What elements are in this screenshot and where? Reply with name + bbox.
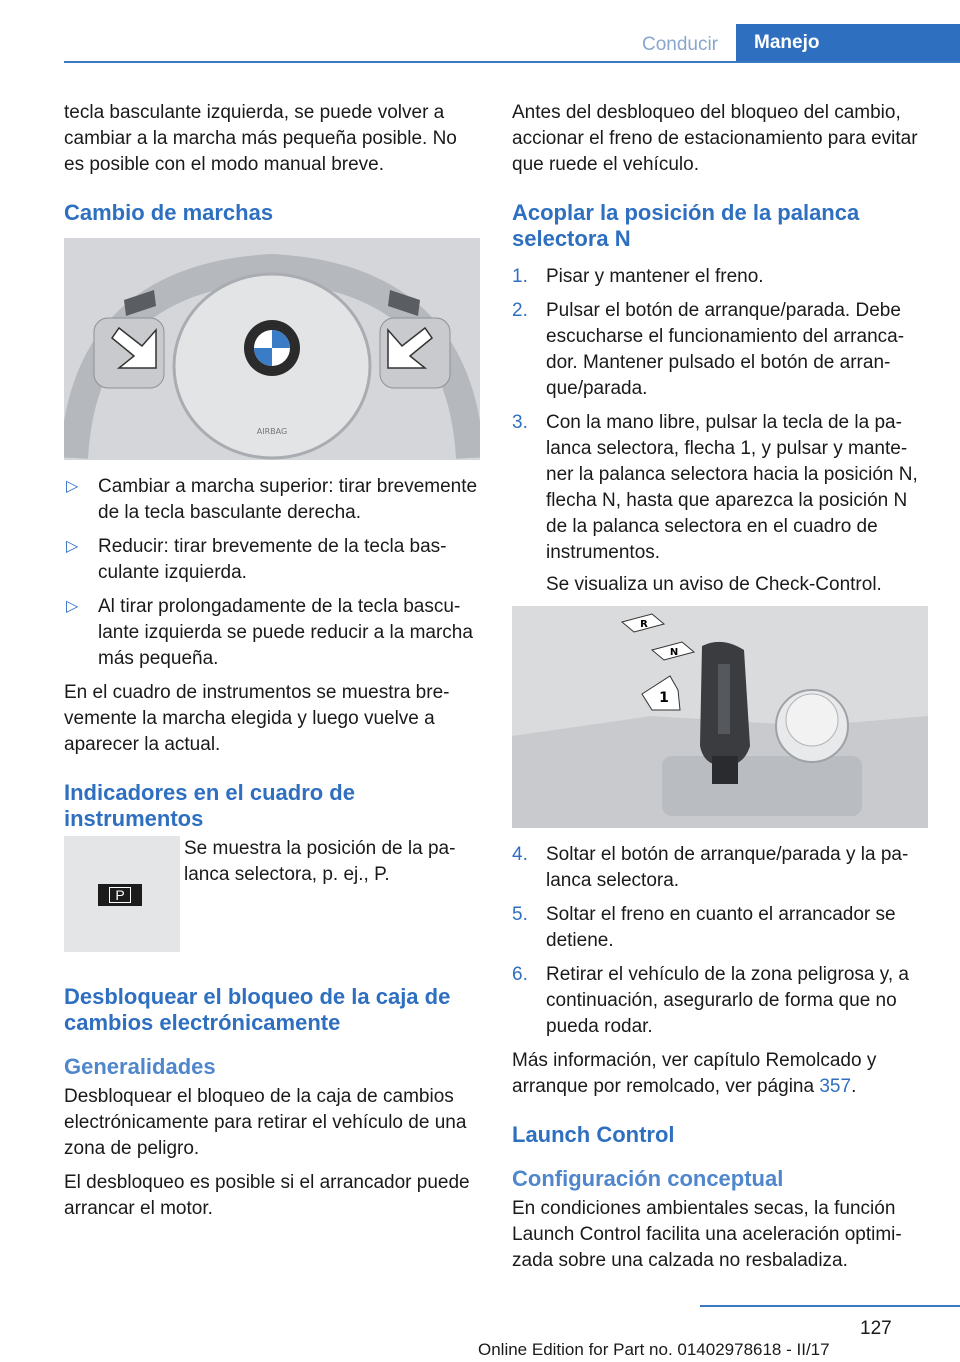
gear-lever-illustration [512,606,928,828]
list-item: ▷ Cambiar a marcha superior: tirar brevemente de la tecla basculante derecha. [66,476,478,523]
after-bullets-paragraph: En el cuadro de instrumentos se muestra brevemente la marcha elegida y luego vuelve a aparecer la actual. [64,682,450,755]
heading-launch-control: Launch Control [512,1122,675,1147]
heading-generalidades: Generalidades [64,1054,216,1079]
right-intro-paragraph: Antes del desbloqueo del bloqueo del cambio, accionar el freno de estacionamiento para evitar que ruede el vehículo. [512,102,918,175]
footer-rule [700,1305,960,1307]
steps-list-b [512,842,928,1040]
arrow-r-label: R [640,619,648,630]
intro-paragraph: tecla basculante izquierda, se puede volver a cambiar a la marcha más pequeña posible. No es posible con el modo manual breve. [64,102,457,175]
edition-footer: Online Edition for Part no. 01402978618 - II/17 [478,1340,830,1359]
indicator-block [64,836,480,956]
arrow-1-label: 1 [659,690,669,706]
left-column [64,100,480,1230]
generalidades-p2: El desbloqueo es posible si el arrancador puede arrancar el motor. [64,1172,470,1219]
steering-wheel-photo [64,238,480,460]
gear-p-indicator-icon: P [98,884,142,906]
bullet-triangle-icon: ▷ [66,478,79,495]
mas-informacion-paragraph: Más información, ver capítulo Remolcado y arranque por remolcado, ver página 357. [512,1050,877,1097]
right-column [512,100,928,1282]
heading-desbloquear: Desbloquear el bloqueo de la caja de cambios electrónicamente [64,984,451,1035]
airbag-label: AIRBAG [256,427,288,436]
header-rule [64,61,960,63]
heading-indicadores: Indicadores en el cuadro de instrumentos [64,780,355,831]
page-header [0,24,960,62]
tab-conducir[interactable]: Conducir [641,34,719,55]
page-reference-link[interactable]: 357 [819,1076,852,1097]
steps-list-a [512,264,928,598]
list-item: ▷ Reducir: tirar brevemente de la tecla basculante izquierda. [66,536,447,583]
indicator-image [64,836,180,952]
heading-cambio-de-marchas: Cambio de marchas [64,200,274,225]
gear-change-bullets [64,474,480,672]
arrow-n-label: N [669,647,679,658]
bullet-triangle-icon: ▷ [66,538,79,555]
list-item: 2. Pulsar el botón de arranque/parada. Debe escucharse el funcionamiento del arrancador. Mantener pulsado el botón de arranque/parada. [512,300,905,399]
steering-wheel-illustration [64,238,480,460]
indicator-text: Se muestra la posición de la palanca selectora, p. ej., P. [184,838,456,885]
heading-acoplar: Acoplar la posición de la palanca selectora N [512,200,860,251]
list-item: 4. Soltar el botón de arranque/parada y la palanca selectora. [512,844,909,891]
list-item: 1. Pisar y mantener el freno. [512,266,764,287]
configuracion-paragraph: En condiciones ambientales secas, la función Launch Control facilita una aceleración optimizada sobre una calzada no resbaladiza. [512,1198,902,1271]
tab-manejo[interactable]: Manejo [736,24,960,62]
page-number: 127 [860,1318,892,1339]
bullet-triangle-icon: ▷ [66,598,79,615]
list-item: ▷ Al tirar prolongadamente de la tecla basculante izquierda se puede reducir a la marcha más pequeña. [66,596,473,669]
gear-lever-photo [512,606,928,828]
list-item: 5. Soltar el freno en cuanto el arrancador se detiene. [512,904,896,951]
list-item: 3. Con la mano libre, pulsar la tecla de la palanca selectora, flecha 1, y pulsar y mantener la palanca selectora hacia la posición N, flecha N, hasta que aparezca la posición N de la palanca selectora en el cuadro de instrumentos. Se visualiza un aviso de Check-Control. [512,412,918,595]
list-item: 6. Retirar el vehículo de la zona peligrosa y, a continuación, asegurarlo de forma que no pueda rodar. [512,964,909,1037]
heading-configuracion: Configuración conceptual [512,1166,784,1191]
generalidades-p1: Desbloquear el bloqueo de la caja de cambios electrónicamente para retirar el vehículo de una zona de peligro. [64,1086,467,1159]
